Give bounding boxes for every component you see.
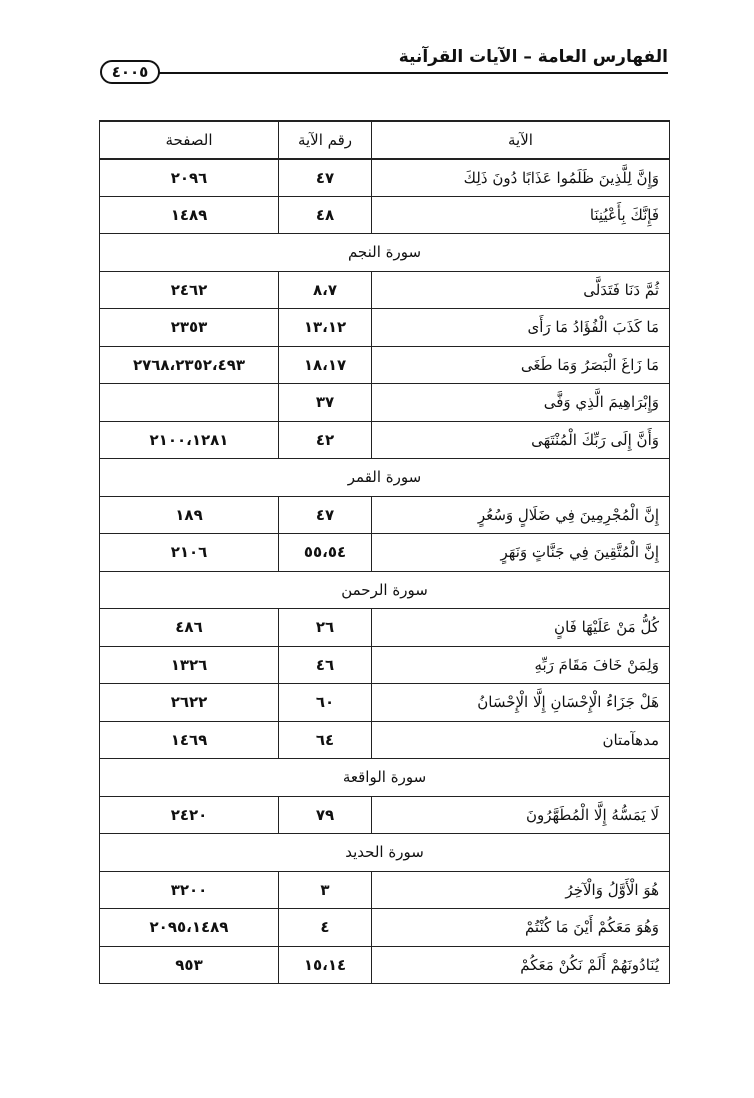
table-row (100, 384, 670, 422)
page-reference-cell: ١٨٩ (100, 496, 279, 534)
surah-heading-row (100, 571, 670, 609)
column-header-ayah: الآية (372, 121, 670, 159)
page-reference-cell: ٣٢٠٠ (100, 871, 279, 909)
ayah-text-cell: وَإِنَّ لِلَّذِينَ ظَلَمُوا عَذَابًا دُونَ ذَلِكَ (372, 159, 670, 197)
ayah-text-cell: مَا زَاغَ الْبَصَرُ وَمَا طَغَى (372, 346, 670, 384)
ayah-text-cell: فَإِنَّكَ بِأَعْيُنِنَا (372, 196, 670, 234)
ayah-number-cell: ٤٧ (279, 496, 372, 534)
surah-heading-row (100, 834, 670, 872)
surah-title: سورة الرحمن (100, 571, 670, 609)
ayah-number-cell: ٤٨ (279, 196, 372, 234)
table-row (100, 646, 670, 684)
page-reference-cell: ٢٤٢٠ (100, 796, 279, 834)
table-row (100, 309, 670, 347)
ayah-text-cell: وَأَنَّ إِلَى رَبِّكَ الْمُنْتَهَى (372, 421, 670, 459)
table-row (100, 196, 670, 234)
table-row (100, 159, 670, 197)
ayah-number-cell: ١٥،١٤ (279, 946, 372, 984)
surah-title: سورة الواقعة (100, 759, 670, 797)
ayah-text-cell: وَإِبْرَاهِيمَ الَّذِي وَفَّى (372, 384, 670, 422)
page-reference-cell: ٢١٠٦ (100, 534, 279, 572)
surah-title: سورة النجم (100, 234, 670, 272)
surah-heading-row (100, 459, 670, 497)
ayah-number-cell: ٥٥،٥٤ (279, 534, 372, 572)
table-row (100, 346, 670, 384)
table-row (100, 909, 670, 947)
table-header-row (100, 121, 670, 159)
ayah-number-cell: ٤ (279, 909, 372, 947)
page-number-badge: ٤٠٠٥ (100, 60, 160, 84)
table-row (100, 721, 670, 759)
ayah-text-cell: وَلِمَنْ خَافَ مَقَامَ رَبِّهِ (372, 646, 670, 684)
ayah-text-cell: مدهآمتان (372, 721, 670, 759)
page-reference-cell: ٢٦٢٢ (100, 684, 279, 722)
surah-heading-row (100, 759, 670, 797)
ayah-text-cell: هَلْ جَزَاءُ الْإِحْسَانِ إِلَّا الْإِحْسَانُ (372, 684, 670, 722)
table-row (100, 496, 670, 534)
ayah-number-cell: ٤٦ (279, 646, 372, 684)
table-row (100, 609, 670, 647)
ayah-text-cell: كُلُّ مَنْ عَلَيْهَا فَانٍ (372, 609, 670, 647)
table-row (100, 796, 670, 834)
page-reference-cell: ١٤٦٩ (100, 721, 279, 759)
table-row (100, 946, 670, 984)
table-row (100, 271, 670, 309)
page-reference-cell: ١٣٢٦ (100, 646, 279, 684)
ayah-number-cell: ٤٧ (279, 159, 372, 197)
page-reference-cell: ٢٠٩٦ (100, 159, 279, 197)
ayah-number-cell: ٨،٧ (279, 271, 372, 309)
page-reference-cell: ٢١٠٠،١٢٨١ (100, 421, 279, 459)
ayah-number-cell: ٦٤ (279, 721, 372, 759)
ayah-text-cell: وَهُوَ مَعَكُمْ أَيْنَ مَا كُنْتُمْ (372, 909, 670, 947)
page-reference-cell: ٢٤٦٢ (100, 271, 279, 309)
table-row (100, 534, 670, 572)
ayah-number-cell: ١٣،١٢ (279, 309, 372, 347)
ayah-text-cell: لَا يَمَسُّهُ إِلَّا الْمُطَهَّرُونَ (372, 796, 670, 834)
header-rule (158, 72, 668, 74)
ayah-number-cell: ٧٩ (279, 796, 372, 834)
running-title: الفهارس العامة – الآيات القرآنية (398, 47, 668, 67)
ayah-number-cell: ٤٢ (279, 421, 372, 459)
page-reference-cell (100, 384, 279, 422)
column-header-ayah-number: رقم الآية (279, 121, 372, 159)
table-row (100, 871, 670, 909)
table-row (100, 421, 670, 459)
ayah-text-cell: إِنَّ الْمُتَّقِينَ فِي جَنَّاتٍ وَنَهَرٍ (372, 534, 670, 572)
surah-title: سورة الحديد (100, 834, 670, 872)
page-reference-cell: ٩٥٣ (100, 946, 279, 984)
ayah-number-cell: ١٨،١٧ (279, 346, 372, 384)
ayah-number-cell: ٦٠ (279, 684, 372, 722)
page-reference-cell: ٢٣٥٣ (100, 309, 279, 347)
surah-heading-row (100, 234, 670, 272)
ayah-text-cell: مَا كَذَبَ الْفُؤَادُ مَا رَأَى (372, 309, 670, 347)
ayah-number-cell: ٣ (279, 871, 372, 909)
ayah-number-cell: ٢٦ (279, 609, 372, 647)
page-reference-cell: ١٤٨٩ (100, 196, 279, 234)
ayah-number-cell: ٣٧ (279, 384, 372, 422)
quran-verses-index-table (99, 120, 670, 984)
ayah-text-cell: يُنَادُونَهُمْ أَلَمْ نَكُنْ مَعَكُمْ (372, 946, 670, 984)
page-header (100, 45, 668, 85)
ayah-text-cell: هُوَ الْأَوَّلُ وَالْآخِرُ (372, 871, 670, 909)
page-reference-cell: ٤٨٦ (100, 609, 279, 647)
surah-title: سورة القمر (100, 459, 670, 497)
column-header-page: الصفحة (100, 121, 279, 159)
page-reference-cell: ٢٧٦٨،٢٣٥٢،٤٩٣ (100, 346, 279, 384)
table-row (100, 684, 670, 722)
ayah-text-cell: إِنَّ الْمُجْرِمِينَ فِي ضَلَالٍ وَسُعُرٍ (372, 496, 670, 534)
table-body (100, 159, 670, 984)
page-reference-cell: ٢٠٩٥،١٤٨٩ (100, 909, 279, 947)
ayah-text-cell: ثُمَّ دَنَا فَتَدَلَّى (372, 271, 670, 309)
